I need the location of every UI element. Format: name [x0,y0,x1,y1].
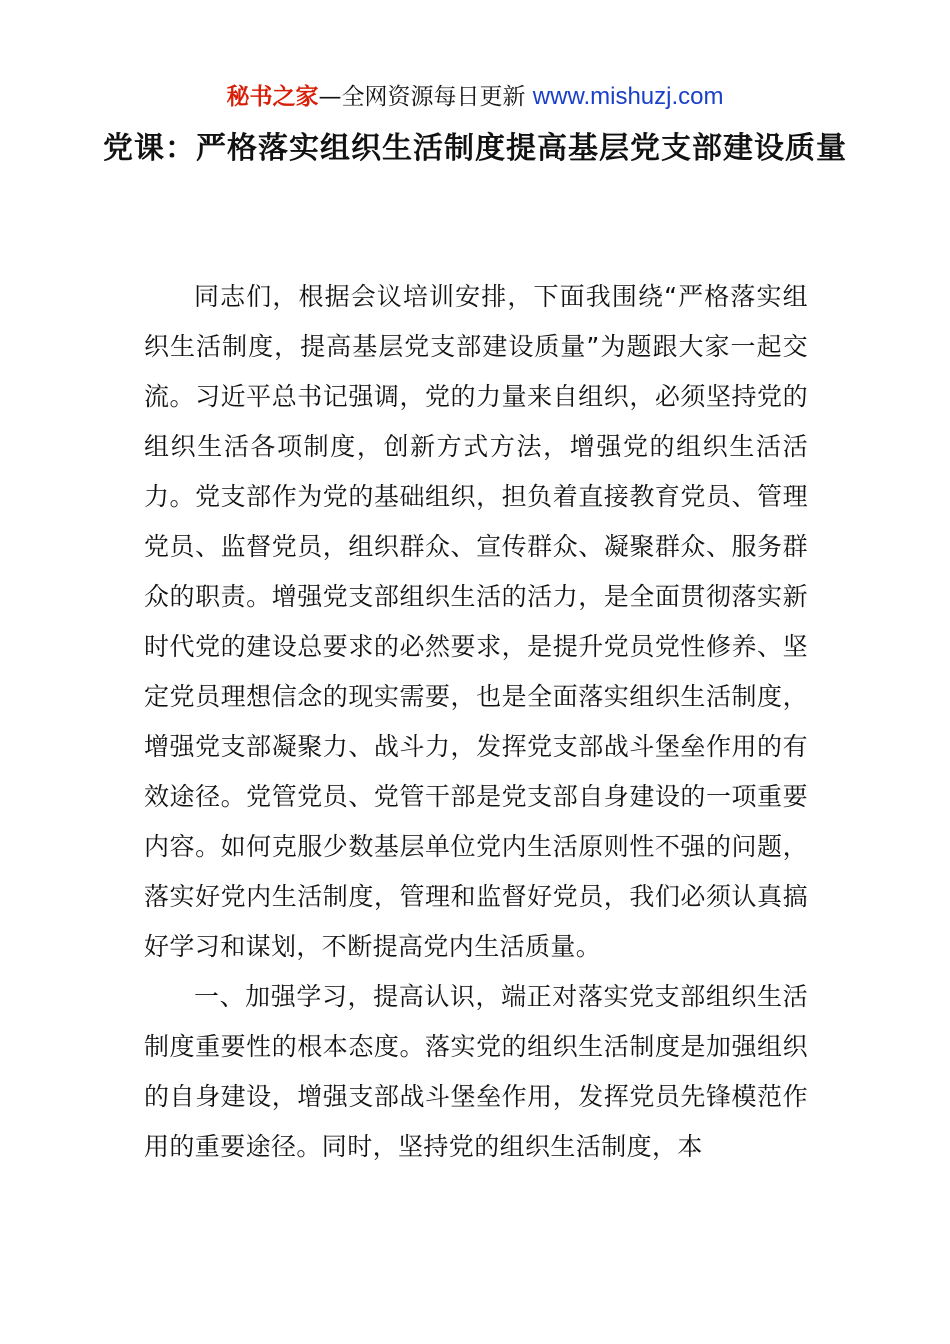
site-url-link[interactable]: www.mishuzj.com [532,83,724,110]
document-body [144,272,808,1172]
section-one-paragraph: 一、加强学习，提高认识，端正对落实党支部组织生活制度重要性的根本态度。落实党的组织生活制度是加强组织的自身建设，增强支部战斗堡垒作用，发挥党员先锋模范作用的重要途径。同时，坚持党的组织生活制度，本 [144,982,808,1161]
site-brand: 秘书之家 [226,84,319,110]
document-title: 党课：严格落实组织生活制度提高基层党支部建设质量 [103,131,847,166]
site-tagline: —全网资源每日更新 [318,84,533,110]
site-header [0,80,950,114]
intro-paragraph: 同志们，根据会议培训安排，下面我围绕“严格落实组织生活制度，提高基层党支部建设质量”为题跟大家一起交流。习近平总书记强调，党的力量来自组织，必须坚持党的组织生活各项制度，创新方式方法，增强党的组织生活活力。党支部作为党的基础组织，担负着直接教育党员、管理党员、监督党员，组织群众、宣传群众、凝聚群众、服务群众的职责。增强党支部组织生活的活力，是全面贯彻落实新时代党的建设总要求的必然要求，是提升党员党性修养、坚定党员理想信念的现实需要，也是全面落实组织生活制度，增强党支部凝聚力、战斗力，发挥党支部战斗堡垒作用的有效途径。党管党员、党管干部是党支部自身建设的一项重要内容。如何克服少数基层单位党内生活原则性不强的问题，落实好党内生活制度，管理和监督好党员，我们必须认真搞好学习和谋划，不断提高党内生活质量。 [144,282,808,961]
